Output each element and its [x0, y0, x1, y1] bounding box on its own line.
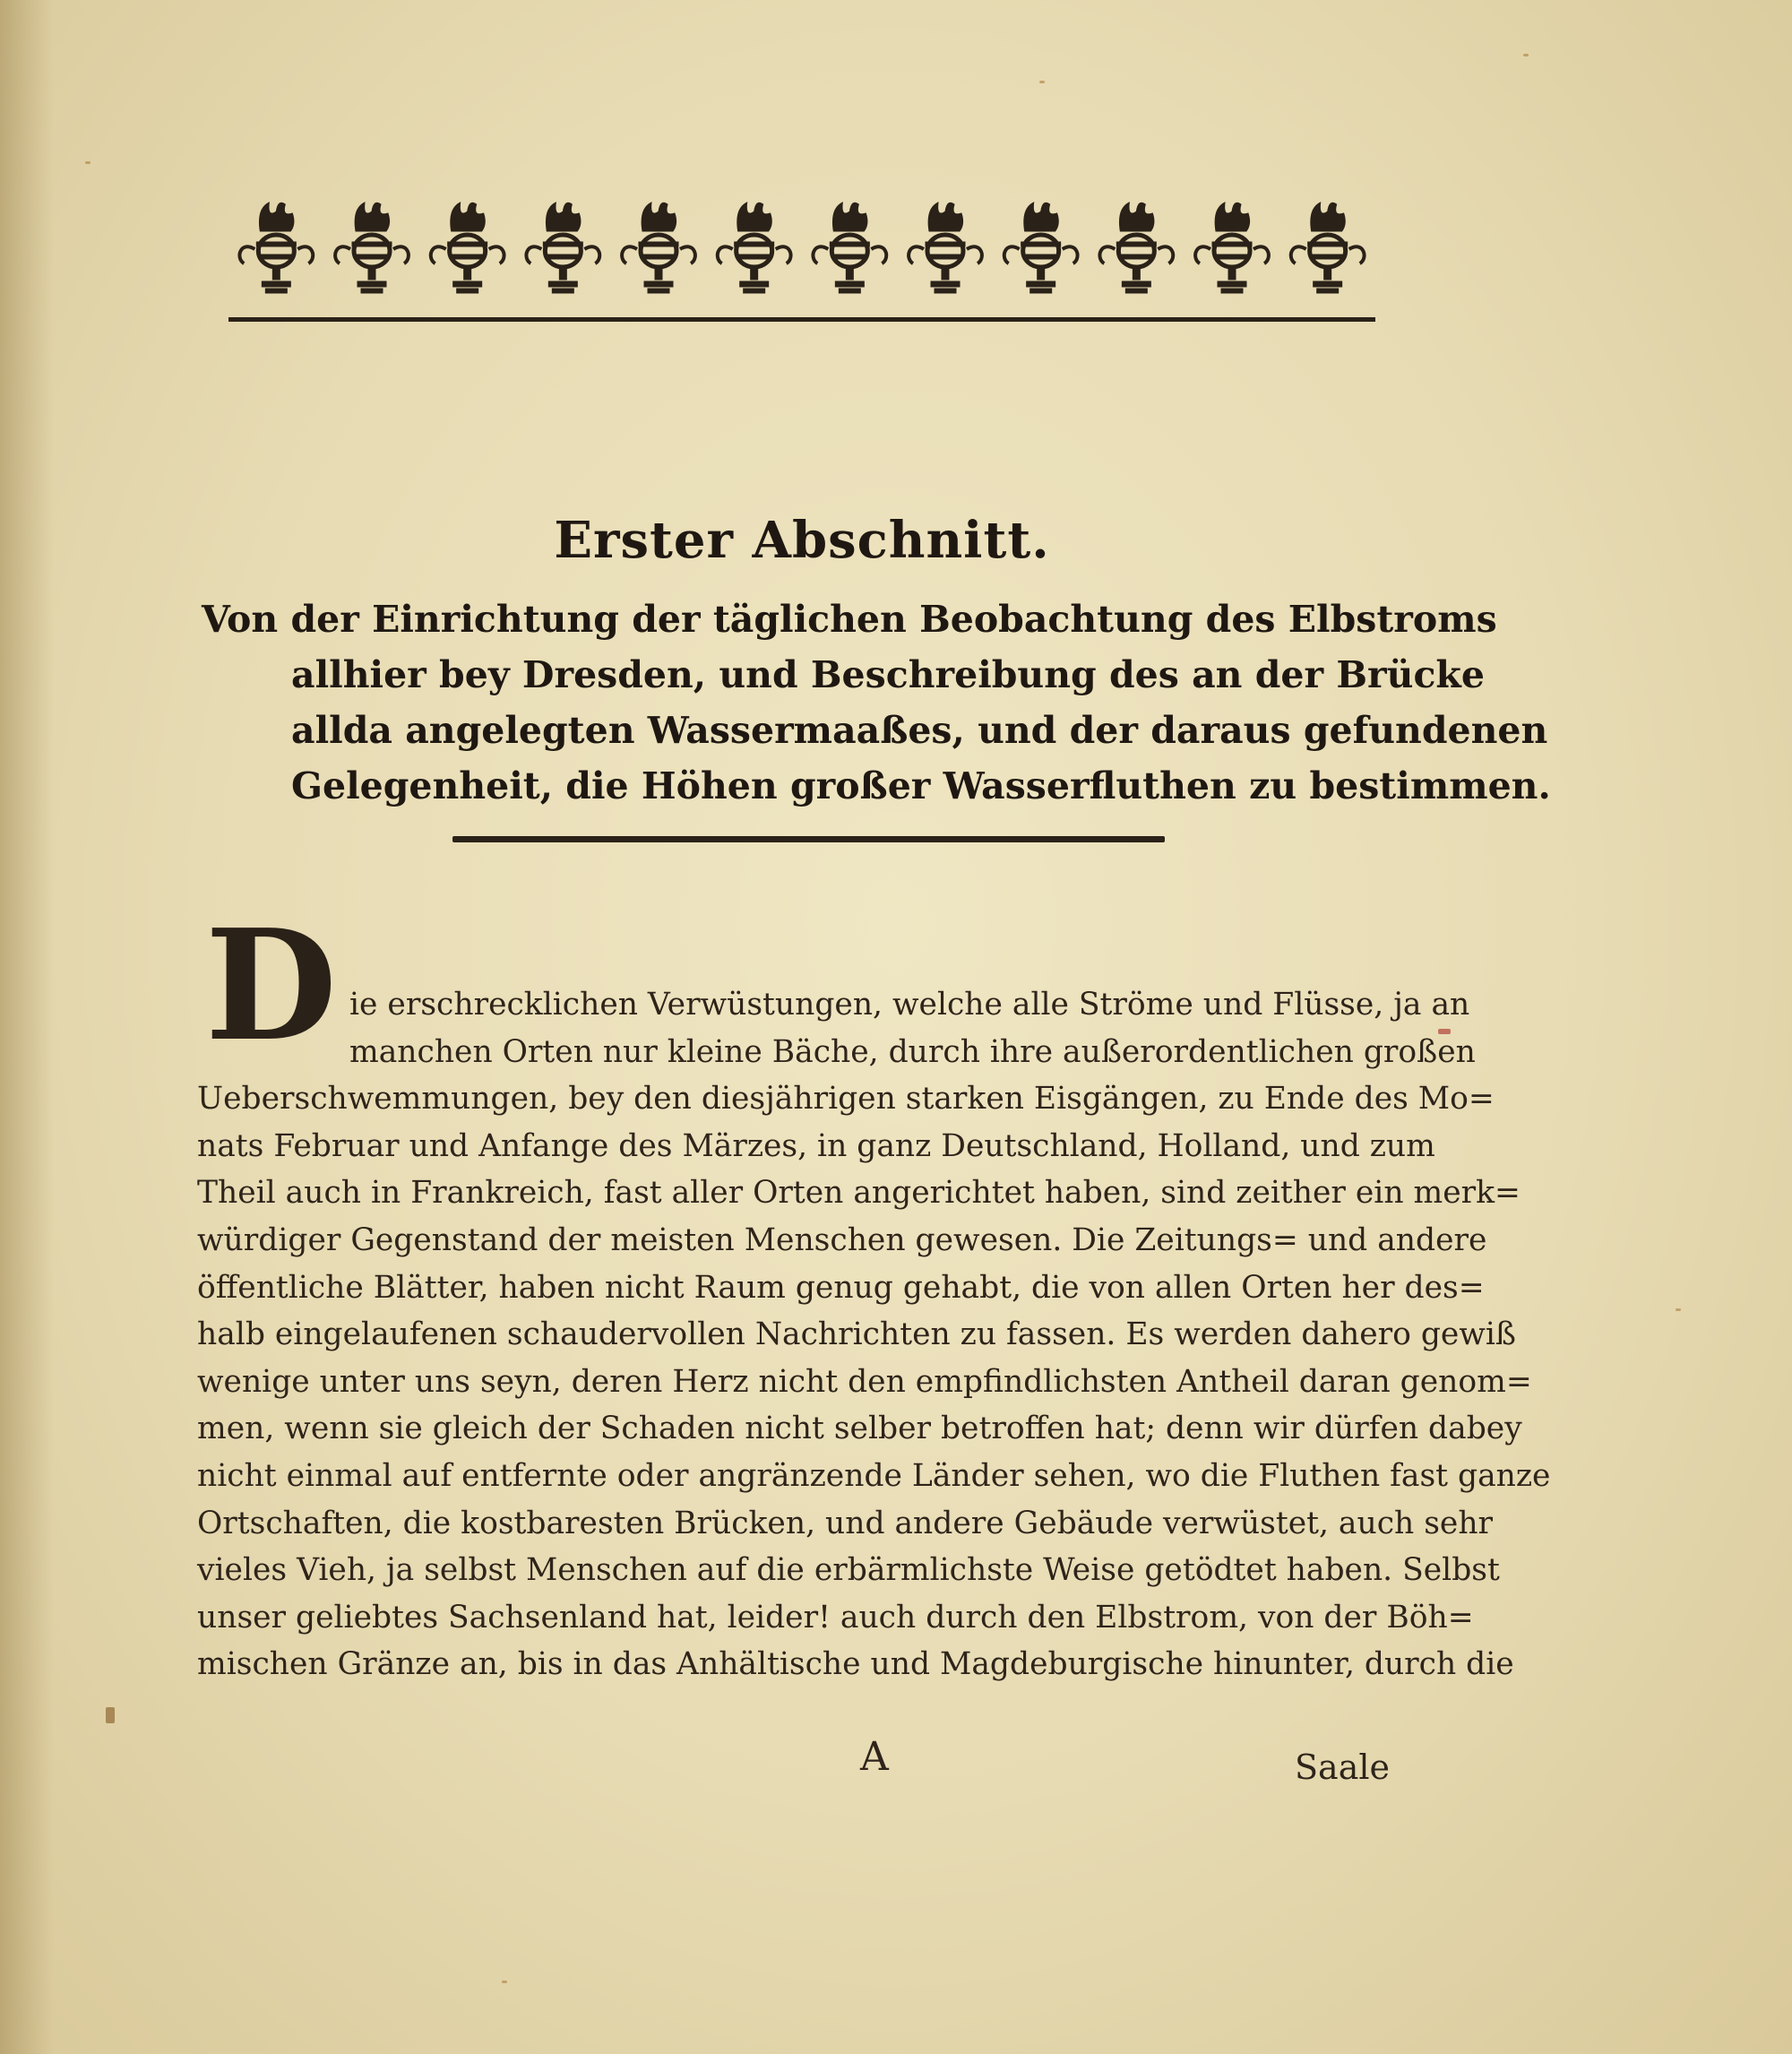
text-line: ie erschrecklichen Verwüstungen, welche alle Ströme und Flüsse, ja an — [349, 987, 1470, 1023]
text-line: öffentliche Blätter, haben nicht Raum genug gehabt, die von allen Orten her des= — [197, 1269, 1485, 1306]
drop-cap: D — [204, 896, 338, 1075]
text-line: nicht einmal auf entfernte oder angränzende Länder sehen, wo die Fluthen fast ganze — [197, 1457, 1551, 1494]
urn-motif — [1004, 203, 1078, 293]
urn-motif — [718, 203, 791, 293]
body-paragraph — [197, 981, 1551, 1688]
urn-motif — [622, 203, 695, 293]
paper-fleck — [502, 1981, 507, 1983]
ornament-band — [228, 195, 1375, 330]
urn-motif — [431, 203, 504, 293]
text-line: unser geliebtes Sachsenland hat, leider! auch durch den Elbstrom, von der Böh= — [197, 1599, 1474, 1635]
paper-fleck — [1523, 54, 1529, 56]
subtitle-line: Von der Einrichtung der täglichen Beobachtung des Elbstroms — [202, 598, 1497, 641]
signature-mark: A — [860, 1734, 889, 1780]
section-divider — [452, 836, 1165, 842]
paper-fleck — [106, 1707, 115, 1723]
text-line: wenige unter uns seyn, deren Herz nicht den empfindlichsten Antheil daran genom= — [197, 1363, 1532, 1400]
paper-fleck — [1039, 81, 1045, 83]
urn-motif — [1195, 203, 1269, 293]
ornament-rule — [228, 317, 1375, 322]
text-line: Ueberschwemmungen, bey den diesjährigen starken Eisgängen, zu Ende des Mo= — [197, 1081, 1495, 1118]
urn-motif — [1099, 203, 1173, 293]
text-line: mischen Gränze an, bis in das Anhältische und Magdeburgische hinunter, durch die — [197, 1646, 1514, 1683]
urn-motif — [335, 203, 409, 293]
paper-fleck — [1438, 1029, 1451, 1034]
section-heading: Erster Abschnitt. — [554, 511, 1050, 570]
text-line: manchen Orten nur kleine Bäche, durch ihre außerordentlichen großen — [349, 1033, 1476, 1070]
subtitle-line: allda angelegten Wassermaaßes, und der daraus gefundenen — [291, 709, 1548, 752]
catchword: Saale — [1295, 1748, 1390, 1787]
crown-urn-ornament-icon — [228, 195, 1375, 330]
text-line: halb eingelaufenen schaudervollen Nachrichten zu fassen. Es werden dahero gewiß — [197, 1316, 1516, 1353]
paper-fleck — [1676, 1308, 1681, 1311]
urn-motif — [909, 203, 982, 293]
urn-motif — [526, 203, 599, 293]
text-line: Theil auch in Frankreich, fast aller Orten angerichtet haben, sind zeither ein merk= — [197, 1175, 1521, 1212]
section-subtitle — [202, 591, 1551, 814]
subtitle-line: Gelegenheit, die Höhen großer Wasserfluthen zu bestimmen. — [291, 764, 1551, 807]
urn-motif — [1291, 203, 1365, 293]
text-line: men, wenn sie gleich der Schaden nicht selber betroffen hat; denn wir dürfen dabey — [197, 1411, 1522, 1447]
text-line: vieles Vieh, ja selbst Menschen auf die erbärmlichste Weise getödtet haben. Selbst — [197, 1552, 1500, 1589]
page-edge-shadow — [0, 0, 54, 2054]
text-line: würdiger Gegenstand der meisten Menschen gewesen. Die Zeitungs= und andere — [197, 1221, 1487, 1258]
subtitle-line: allhier bey Dresden, und Beschreibung des an der Brücke — [291, 653, 1485, 696]
text-line: nats Februar und Anfange des Märzes, in ganz Deutschland, Holland, und zum — [197, 1127, 1435, 1164]
urn-motif — [813, 203, 886, 293]
urn-motif — [239, 203, 313, 293]
paper-fleck — [85, 161, 90, 164]
text-line: Ortschaften, die kostbaresten Brücken, und andere Gebäude verwüstet, auch sehr — [197, 1505, 1494, 1541]
